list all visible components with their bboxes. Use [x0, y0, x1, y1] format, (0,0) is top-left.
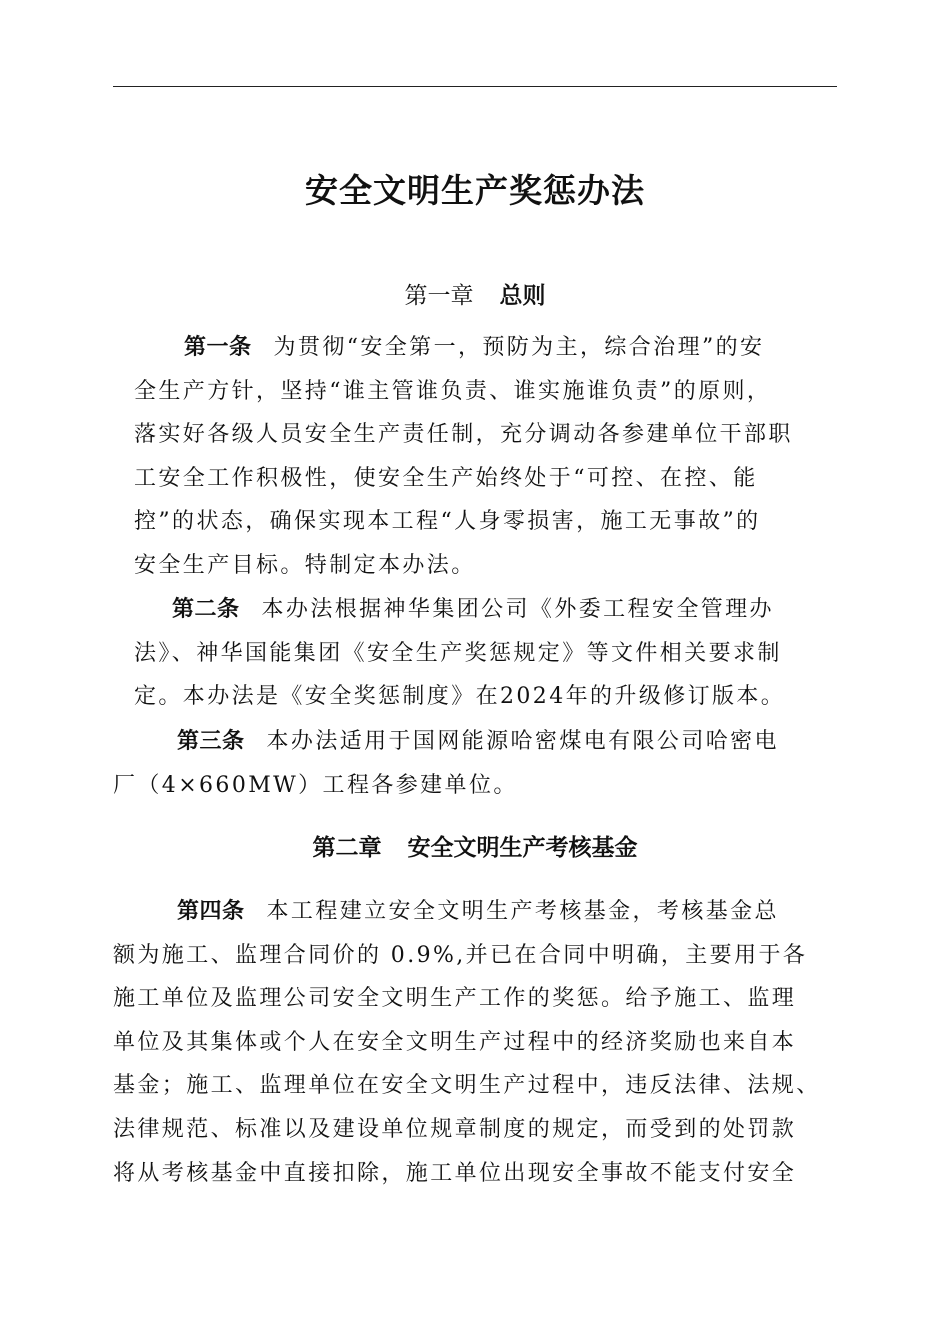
- article-line: 将从考核基金中直接扣除，施工单位出现安全事故不能支付安全: [113, 1160, 797, 1186]
- article-line: 全生产方针，坚持“谁主管谁负责、谁实施谁负责”的原则，: [134, 378, 772, 404]
- article-label: 第四条: [177, 899, 245, 924]
- article-line: 控”的状态，确保实现本工程“人身零损害，施工无事故”的: [134, 509, 761, 535]
- article-2: [134, 588, 824, 719]
- header-rule: [113, 86, 837, 87]
- article-line: 施工单位及监理公司安全文明生产工作的奖惩。给予施工、监理: [113, 986, 797, 1012]
- article-label: 第二条: [172, 597, 240, 622]
- chapter-number: 第一章: [404, 283, 474, 309]
- document-title: 安全文明生产奖惩办法: [305, 171, 645, 210]
- article-3: [113, 720, 823, 807]
- chapter-heading-2: [0, 831, 950, 865]
- article-line: 额为施工、监理合同价的 0.9%,并已在合同中明确，主要用于各: [113, 942, 808, 968]
- article-line: 工安全工作积极性，使安全生产始终处于“可控、在控、能: [134, 465, 758, 491]
- article-line: 厂（4×660MW）工程各参建单位。: [113, 772, 518, 798]
- article-line: 第三条 本办法适用于国网能源哈密煤电有限公司哈密电: [177, 729, 779, 754]
- article-label: 第三条: [177, 729, 245, 754]
- article-line: 落实好各级人员安全生产责任制，充分调动各参建单位干部职: [134, 422, 793, 448]
- article-4: [113, 890, 833, 1195]
- article-line: 定。本办法是《安全奖惩制度》在2024年的升级修订版本。: [134, 684, 786, 710]
- article-line: 安全生产目标。特制定本办法。: [134, 552, 476, 578]
- chapter-number: 第二章: [312, 835, 382, 861]
- article-1: [134, 326, 824, 588]
- article-line: 第二条 本办法根据神华集团公司《外委工程安全管理办: [172, 597, 774, 622]
- article-line: 法》、神华国能集团《安全生产奖惩规定》等文件相关要求制: [134, 640, 782, 666]
- article-line: 第四条 本工程建立安全文明生产考核基金，考核基金总: [177, 899, 779, 924]
- chapter-heading-1: [0, 279, 950, 313]
- article-line: 法律规范、标准以及建设单位规章制度的规定，而受到的处罚款: [113, 1116, 797, 1142]
- article-line: 单位及其集体或个人在安全文明生产过程中的经济奖励也来自本: [113, 1029, 797, 1055]
- chapter-name: 总则: [499, 283, 546, 309]
- chapter-name: 安全文明生产考核基金: [407, 835, 638, 861]
- article-line: 第一条 为贯彻“安全第一，预防为主，综合治理”的安: [184, 335, 765, 360]
- article-label: 第一条: [184, 335, 252, 360]
- article-line: 基金；施工、监理单位在安全文明生产过程中，违反法律、法规、: [113, 1073, 821, 1099]
